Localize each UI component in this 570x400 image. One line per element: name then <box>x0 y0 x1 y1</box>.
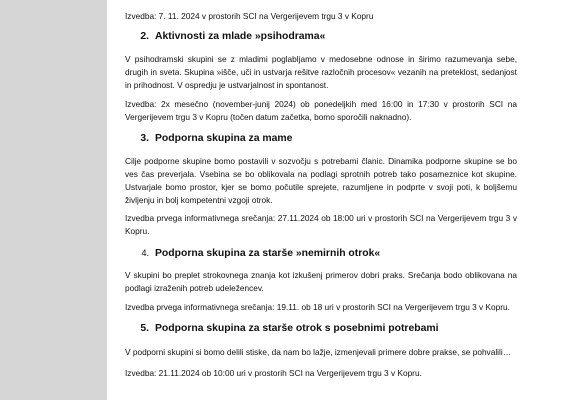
section-3-paragraph-2: Izvedba prvega informativnega srečanja: 27.11.2024 ob 18:00 uri v prostorih SCI na Vergerijevem trgu 3 v Kopru. <box>125 213 517 236</box>
section-title: Podporna skupina za mame <box>155 133 293 144</box>
section-title: Aktivnosti za mlade »psihodrama« <box>155 31 326 42</box>
section-5-paragraph-1: V podporni skupini si bomo delili stiske, da nam bo lažje, izmenjevali primere dobre prakse, se pohvalili… <box>125 347 511 357</box>
right-margin-area <box>518 0 570 400</box>
intro-line: Izvedba: 7. 11. 2024 v prostorih SCI na Vergerijevem trgu 3 v Kopru <box>125 11 374 21</box>
section-title: Podporna skupina za starše otrok s posebnimi potrebami <box>155 323 439 334</box>
section-2-paragraph-2: Izvedba: 2x mesečno (november-junij 2024) ob ponedeljkih med 16:00 in 17:30 v prostorih SCI na Vergerijevem trgu 3 v Kopru (točen datum začetka, bomo sporočili naknadno). <box>125 99 517 122</box>
section-5-paragraph-2: Izvedba: 21.11.2024 ob 10:00 uri v prostorih SCI na Vergerijevem trgu 3 v Kopru. <box>125 368 422 378</box>
document-page <box>107 0 518 400</box>
section-3-paragraph-1: Cilje podporne skupine bomo postavili v sozvočju s potrebami članic. Dinamika podporne skupine se bo ves čas preverjala. Vsebina se bo oblikovala na podlagi sprotnih potreb tako posameznice kot skupine. Ustvarjale bomo prostor, kjer se bomo počutile sprejete, razumljene in podprte v svoji poti, k boljšemu življenju in bolj kompetentni vzgoji otrok. <box>125 156 517 205</box>
section-number: 5. <box>140 323 149 334</box>
section-title: Podporna skupina za starše »nemirnih otrok« <box>155 248 381 259</box>
section-number: 4. <box>141 248 149 258</box>
section-4-paragraph-2: Izvedba prvega informativnega srečanja: 19.11. ob 18 uri v prostorih SCI na Vergerijevem trgu 3 v Kopru. <box>125 302 510 312</box>
section-number: 2. <box>140 31 149 42</box>
section-heading-5 <box>133 322 439 336</box>
section-heading-3 <box>133 132 292 146</box>
section-2-paragraph-1: V psihodramski skupini se z mladimi poglabljamo v medosebne odnose in širimo razumevanja sebe, drugih in sveta. Skupina »išče, uči in ustvarja rešitve razločnih procesov« vezanih na preteklost, sedanjost in prihodnost. V ospredju je ustvarjalnost in spontanost. <box>125 54 517 90</box>
section-4-paragraph-1: V skupini bo preplet strokovnega znanja kot izkušenj primerov dobri praks. Srečanja bodo oblikovana na podlagi izraženih potreb udeležencev. <box>125 270 517 293</box>
section-heading-2 <box>133 30 325 44</box>
section-heading-4 <box>133 246 380 261</box>
section-number: 3. <box>140 133 149 144</box>
left-margin-area <box>0 0 107 400</box>
